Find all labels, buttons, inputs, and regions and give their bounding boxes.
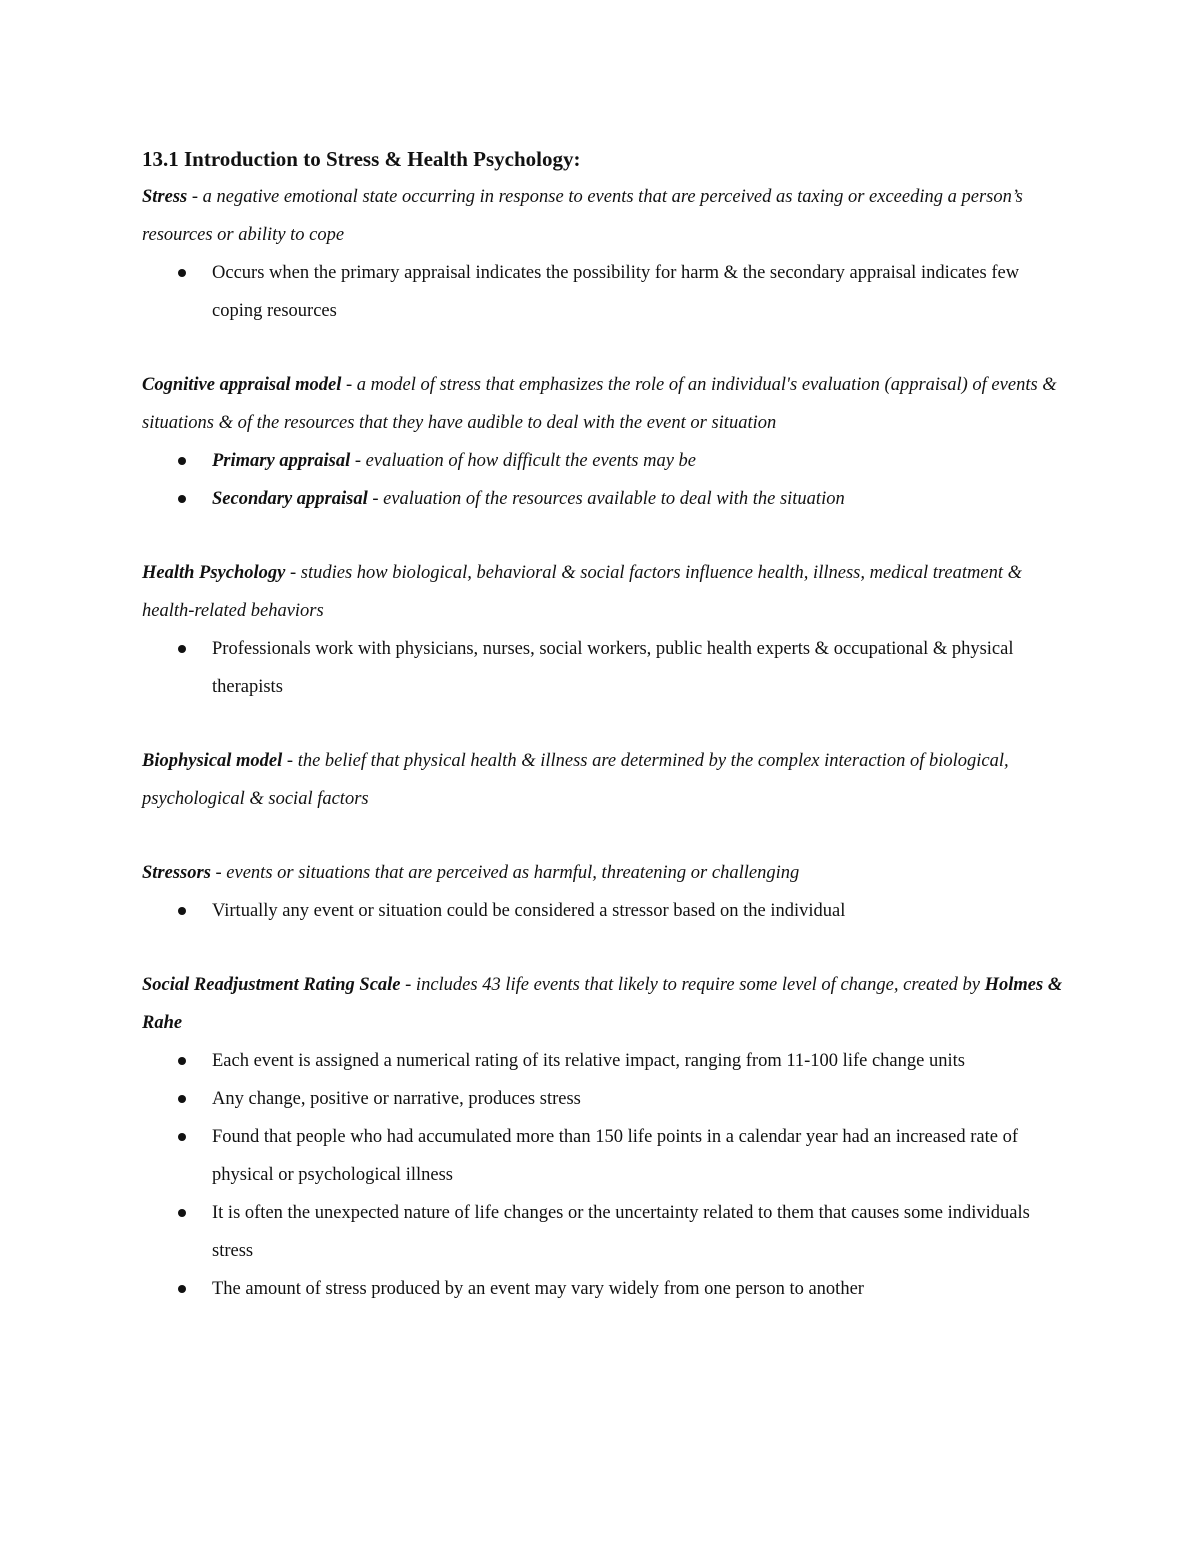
definition-stressors (142, 854, 1072, 892)
section-heading: 13.1 Introduction to Stress & Health Psychology: (142, 147, 581, 171)
bullet-icon (178, 645, 186, 653)
bullet-list-stress (142, 254, 1072, 330)
bullet-icon (178, 457, 186, 465)
definition-text: - a model of stress that emphasizes the role of an individual's evaluation (appraisal) of events & situations & of the resources that they have audible to deal with the event or situation (142, 375, 1057, 433)
term-biophysical-model: Biophysical model (142, 751, 283, 771)
definition-text: - studies how biological, behavioral & social factors influence health, illness, medical treatment & health-related behaviors (142, 563, 1023, 621)
definition-text: - a negative emotional state occurring in response to events that are perceived as taxing or exceeding a person’s resources or ability to cope (142, 187, 1023, 245)
definition-text: - the belief that physical health & illness are determined by the complex interaction of biological, psychological & social factors (142, 751, 1009, 809)
term-stressors: Stressors (142, 863, 211, 883)
term-secondary-appraisal: Secondary appraisal (212, 489, 368, 509)
definition-biophysical-model (142, 742, 1072, 818)
definition-health-psychology (142, 554, 1072, 630)
bullet-icon (178, 1095, 186, 1103)
document-page (142, 140, 1072, 1308)
term-cognitive-appraisal-model: Cognitive appraisal model (142, 375, 342, 395)
definition-cognitive-appraisal-model (142, 366, 1072, 442)
list-item (142, 892, 1072, 930)
bullet-text: It is often the unexpected nature of life changes or the uncertainty related to them that causes some individuals stress (212, 1203, 1030, 1261)
bullet-list-health-psychology (142, 630, 1072, 706)
definition-stress (142, 178, 1072, 254)
bullet-text: Virtually any event or situation could be considered a stressor based on the individual (212, 901, 846, 921)
term-social-readjustment-rating-scale: Social Readjustment Rating Scale (142, 975, 401, 995)
list-item (142, 630, 1072, 706)
bullet-icon (178, 1285, 186, 1293)
definition-text: - includes 43 life events that likely to require some level of change, created by (400, 975, 985, 995)
definition-social-readjustment-rating-scale (142, 966, 1072, 1042)
bullet-text: - evaluation of how difficult the events may be (350, 451, 697, 471)
list-item (142, 1270, 1072, 1308)
bullet-icon (178, 907, 186, 915)
term-stress: Stress (142, 187, 188, 207)
bullet-text: - evaluation of the resources available to deal with the situation (367, 489, 845, 509)
bullet-text: Occurs when the primary appraisal indicates the possibility for harm & the secondary appraisal indicates few coping resources (212, 263, 1020, 321)
bullet-icon (178, 1133, 186, 1141)
bullet-icon (178, 1057, 186, 1065)
list-item (142, 480, 1072, 518)
term-primary-appraisal: Primary appraisal (212, 451, 351, 471)
list-item (142, 1042, 1072, 1080)
authors-holmes-rahe: Holmes & Rahe (142, 975, 1063, 1033)
bullet-icon (178, 269, 186, 277)
bullet-text: Each event is assigned a numerical rating of its relative impact, ranging from 11-100 life change units (212, 1051, 965, 1071)
bullet-list-stressors (142, 892, 1072, 930)
definition-text: - events or situations that are perceived as harmful, threatening or challenging (210, 863, 800, 883)
bullet-text: Any change, positive or narrative, produces stress (212, 1089, 581, 1109)
bullet-text: The amount of stress produced by an event may vary widely from one person to another (212, 1279, 864, 1299)
bullet-icon (178, 1209, 186, 1217)
bullet-text: Professionals work with physicians, nurses, social workers, public health experts & occupational & physical therapists (212, 639, 1014, 697)
bullet-icon (178, 495, 186, 503)
list-item (142, 1080, 1072, 1118)
bullet-text: Found that people who had accumulated more than 150 life points in a calendar year had an increased rate of physical or psychological illness (212, 1127, 1018, 1185)
list-item (142, 1194, 1072, 1270)
bullet-list-srrs (142, 1042, 1072, 1308)
list-item (142, 442, 1072, 480)
bullet-list-cognitive-appraisal (142, 442, 1072, 518)
list-item (142, 1118, 1072, 1194)
list-item (142, 254, 1072, 330)
term-health-psychology: Health Psychology (142, 563, 286, 583)
